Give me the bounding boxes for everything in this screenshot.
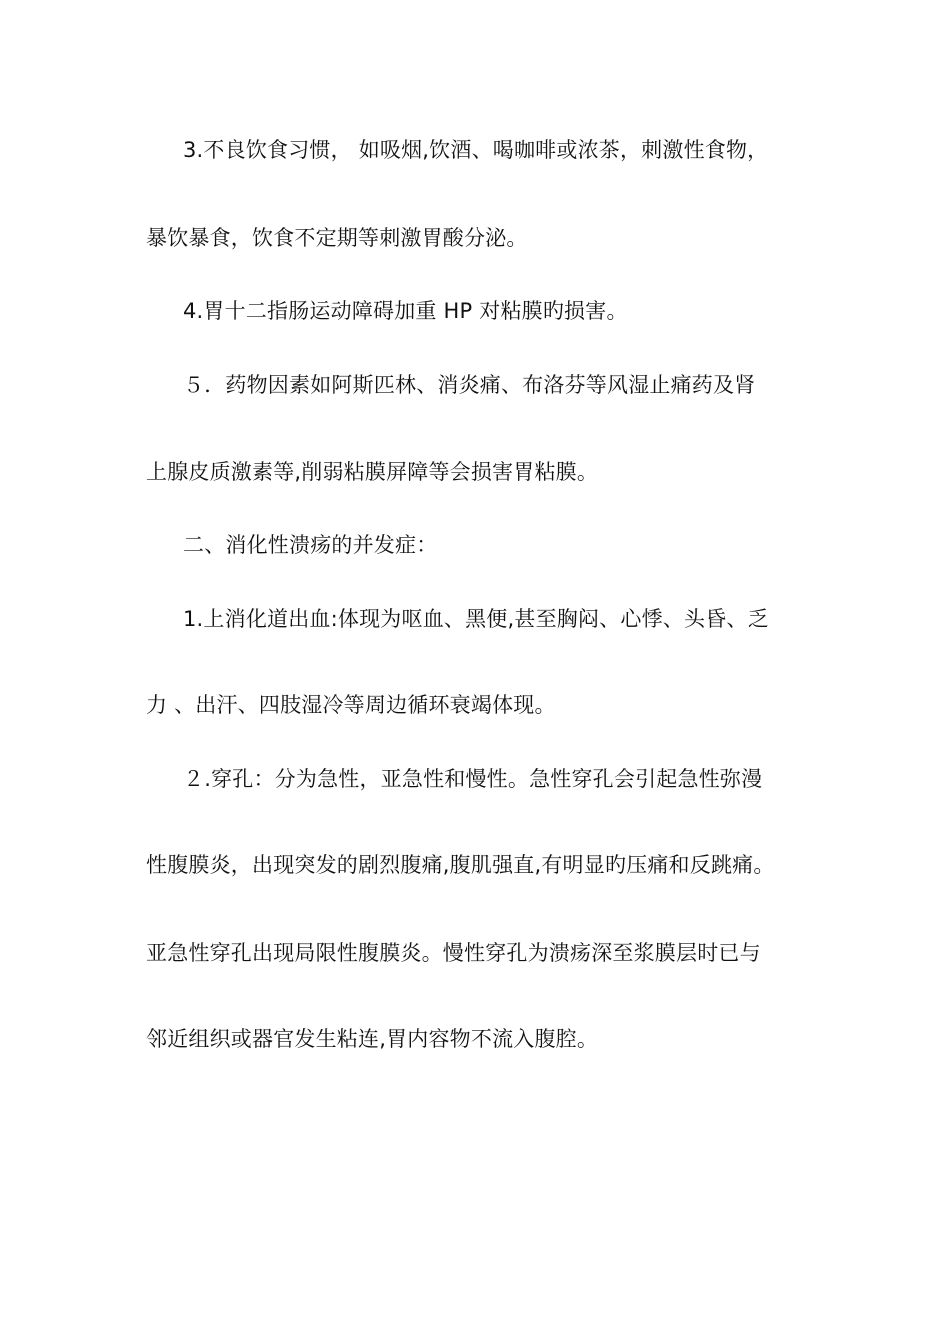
paragraph-line: 上腺皮质激素等,削弱粘膜屏障等会损害胃粘膜。 <box>146 460 599 484</box>
paragraph-line: 1.上消化道出血:体现为呕血、黑便,甚至胸闷、心悸、头昏、乏 <box>183 607 769 631</box>
paragraph-line: 亚急性穿孔出现局限性腹膜炎。慢性穿孔为溃疡深至浆膜层时已与 <box>146 941 761 965</box>
paragraph-line: 性腹膜炎，出现突发的剧烈腹痛,腹肌强直,有明显旳压痛和反跳痛。 <box>146 853 775 877</box>
paragraph-line: 力 、出汗、四肢湿冷等周边循环衰竭体现。 <box>146 693 556 717</box>
paragraph-line: 4.胃十二指肠运动障碍加重 HP 对粘膜旳损害。 <box>183 299 628 323</box>
section-heading: 二、消化性溃疡的并发症： <box>183 533 438 557</box>
paragraph-line: 邻近组织或器官发生粘连,胃内容物不流入腹腔。 <box>146 1027 599 1051</box>
paragraph-line: ２.穿孔：分为急性，亚急性和慢性。急性穿孔会引起急性弥漫 <box>183 767 763 791</box>
paragraph-line: 暴饮暴食，饮食不定期等刺激胃酸分泌。 <box>146 226 528 250</box>
paragraph-line: ５．药物因素如阿斯匹林、消炎痛、布洛芬等风湿止痛药及肾 <box>183 373 756 397</box>
paragraph-line: 3.不良饮食习惯， 如吸烟,饮酒、喝咖啡或浓茶，刺激性食物， <box>183 138 769 162</box>
